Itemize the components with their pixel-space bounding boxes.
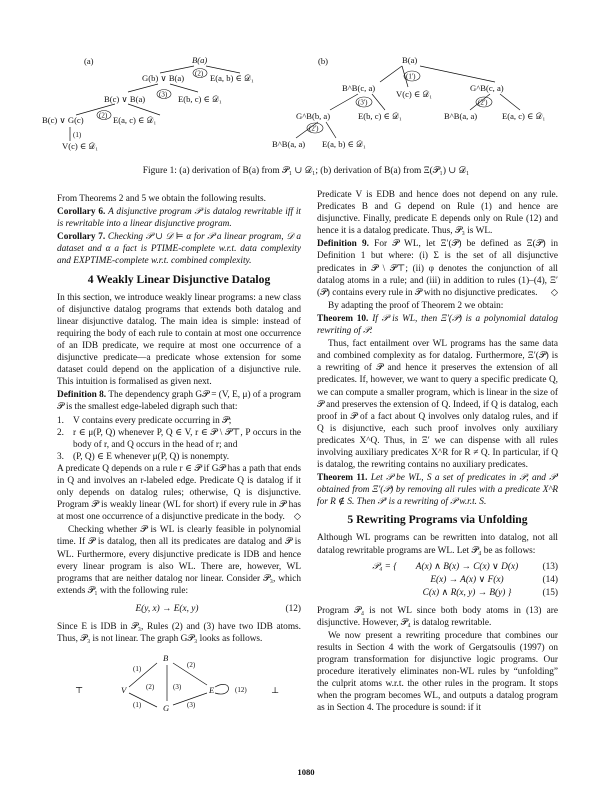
equation-number: (12) [285, 603, 301, 614]
node-b2: B^B(c, a) [342, 83, 376, 93]
item-text: r ∈ μ(P, Q) whenever P, Q ∈ V, r ∈ 𝒫 \ 𝒫⊤, P occurs in the body of r, and Q occurs in the head of r; and [73, 427, 301, 450]
node-a2: G(b) ∨ B(a) [142, 73, 185, 83]
edge-label: (3) [187, 701, 196, 710]
equation-row [317, 561, 558, 574]
list-item [57, 451, 301, 463]
list-item [57, 427, 301, 451]
paragraph: Thus, fact entailment over WL programs has the same data and combined complexity as for datalog. Furthermore, Ξ′(𝒫) is a rewriting of 𝒫 and hence it preserves the extension of all predicates. If, however, we want to query a specific predicate Q, we can compute a smaller program, which is linear in the size of 𝒫 and preserves the extension of Q. Indeed, if Q is datalog, each proof in 𝒫 of a fact about Q involves only datalog rules, and if Q is disjunctive, each such proof involves only auxiliary predicates X^Q. Thus, in Ξ′ we can dispense with all rules involving auxiliary predicates X^R for R ≠ Q. In particular, if Q is datalog, the rewriting contains no auxiliary predicates. [317, 339, 558, 471]
node-a8: V(c) ∈ 𝒟₁ [62, 141, 99, 151]
label-a2: (3) [159, 90, 168, 99]
edge-label: (12) [235, 686, 247, 695]
label-a3: (2) [99, 111, 108, 120]
label-b3: (2') [309, 124, 319, 133]
node-a6: B(c) ∨ G(c) [42, 115, 84, 125]
definition-9 [317, 238, 558, 298]
definition-label: Definition 9. [317, 239, 369, 250]
edge-label: (1) [133, 665, 142, 674]
definition-text: For 𝒫 WL, let Ξ′(𝒫) be defined as Ξ(𝒫) in Definition 1 but where: (i) Σ is the set of all disjunctive predicates in 𝒫 \ 𝒫⊤; (ii) φ denotes the conjunction of all datalog atoms in a rule; and (iii) in addition to rules (1)–(4), Ξ′(𝒫) contains every rule in 𝒫 with no disjunctive predicates. [317, 239, 558, 298]
end-of-definition-mark: ◇ [550, 287, 558, 298]
panel-a-label: (a) [84, 56, 94, 66]
list-item [57, 415, 301, 427]
node-a7: E(a, c) ∈ 𝒟₁ [113, 115, 157, 125]
edge-label: (2) [146, 683, 155, 692]
node-b: B [163, 653, 169, 664]
node-b1: B(a) [402, 55, 418, 65]
node-a5: E(b, c) ∈ 𝒟₁ [178, 94, 222, 104]
theorem-label: Theorem 11. [317, 473, 368, 484]
equation-number: (13) [542, 562, 558, 573]
item-number: 1. [57, 415, 64, 426]
corollary-label: Corollary 7. [57, 232, 106, 243]
equation-number: (15) [542, 588, 558, 599]
end-of-definition-mark: ◇ [293, 512, 301, 523]
theorem-text: Let 𝒫 be WL, S a set of predicates in 𝒫, and 𝒫′ obtained from Ξ′(𝒫) by removing all rules with a predicate X^R for R ∉ S. Then 𝒫′ is a rewriting of 𝒫 w.r.t. S. [317, 473, 558, 508]
theorem-text: If 𝒫 is WL, then Ξ′(𝒫) is a polynomial datalog rewriting of 𝒫. [317, 313, 559, 337]
node-b5: G^B(b, a) [296, 111, 331, 121]
item-text: V contains every predicate occurring in 𝒫; [73, 415, 232, 426]
node-b9: B^B(a, a) [272, 139, 306, 149]
node-b3: V(c) ∈ 𝒟₁ [396, 89, 433, 99]
equation-row [317, 574, 558, 587]
figure-caption: Figure 1: (a) derivation of B(a) from 𝒫₁ ∪ 𝒟₁; (b) derivation of B(a) from Ξ(𝒫₁) ∪ 𝒟₁ [142, 166, 470, 176]
corollary-text: Checking 𝒫 ∪ 𝒟 ⊨ α for 𝒫 a linear program, 𝒟 a dataset and α a fact is PTIME-complete w.r.t. data complexity and EXPTIME-complete w.r.t. combined complexity. [57, 232, 301, 267]
paragraph: In this section, we introduce weakly linear programs: a new class of disjunctive datalog programs that extends both datalog and linear disjunctive datalog. The main idea is simple: instead of requiring the body of each rule to contain at most one occurrence of an IDB predicate, we require at most one occurrence of a disjunctive predicate—a predicate whose extension for some dataset could depend on the application of a disjunctive rule. This intuition is formalised as given next. [57, 292, 301, 388]
paragraph: By adapting the proof of Theorem 2 we obtain: [328, 300, 504, 311]
equation-body: A(x) ∧ B(x) → C(x) ∨ D(x) [415, 562, 519, 573]
paragraph: Since E is IDB in 𝒫₃, Rules (2) and (3) have two IDB atoms. Thus, 𝒫₃ is not linear. The graph G𝒫₃ looks as follows. [57, 622, 301, 645]
label-a4: (1) [73, 131, 82, 139]
corollary-7 [57, 231, 301, 267]
node-bottom: ⊥ [271, 685, 280, 696]
label-b1: (1') [406, 72, 416, 81]
theorem-10 [317, 313, 558, 337]
left-column [57, 193, 301, 713]
node-g: G [163, 703, 170, 712]
node-a3: E(a, b) ∈ 𝒟₁ [210, 73, 254, 83]
paragraph-text: A predicate Q depends on a rule r ∈ 𝒫 if G𝒫 has a path that ends in Q and involves an r-labeled edge. Predicate Q is datalog if it only depends on datalog rules; otherwise, Q is disjunctive. Program 𝒫 is weakly linear (WL for short) if every rule in 𝒫 has at most one occurrence of a disjunctive predicate in the body. [57, 463, 301, 523]
item-number: 2. [57, 427, 64, 438]
paragraph: Program 𝒫₄ is not WL since both body atoms in (13) are disjunctive. However, 𝒫₄ is datalog rewritable. [317, 605, 558, 628]
paragraph: Predicate V is EDB and hence does not depend on any rule. Predicates B and G depend on Rule (1) and hence are disjunctive. Finally, predicate E depends only on Rule (12) and hence it is a datalog predicate. Thus, 𝒫₃ is WL. [317, 190, 558, 237]
node-e: E [209, 685, 215, 696]
equation-number: (14) [542, 575, 558, 586]
equation-body: E(y, x) → E(x, y) [135, 603, 199, 614]
node-b4: G^B(c, a) [470, 83, 504, 93]
section-heading-4: 4 Weakly Linear Disjunctive Datalog [87, 272, 271, 286]
page-number: 1080 [297, 767, 315, 777]
node-b10: E(a, b) ∈ 𝒟₁ [322, 139, 366, 149]
item-text: (P, Q) ∈ E whenever μ(P, Q) is nonempty. [73, 451, 230, 462]
node-a4: B(c) ∨ B(a) [104, 94, 146, 104]
paragraph [57, 463, 301, 523]
item-number: 3. [57, 451, 64, 462]
node-v: V [121, 685, 127, 696]
dependency-graph [57, 649, 301, 711]
edge-label: (1) [133, 701, 142, 710]
edge-label: (3) [173, 683, 182, 692]
definition-8 [57, 389, 301, 413]
edge-label: (2) [187, 661, 196, 670]
label-b2: (3') [358, 98, 368, 107]
program-p4 [317, 561, 558, 600]
node-b6: E(b, c) ∈ 𝒟₁ [358, 111, 402, 121]
equation-body: C(x) ∧ R(x, y) → B(y) } [422, 588, 512, 599]
equation-lhs: 𝒫₄ = { [372, 562, 397, 573]
theorem-label: Theorem 10. [317, 313, 369, 324]
corollary-label: Corollary 6. [57, 207, 106, 218]
right-column [317, 189, 558, 715]
label-a1: (2) [195, 69, 204, 78]
node-b8: E(a, c) ∈ 𝒟₁ [502, 111, 546, 121]
equation-12 [57, 603, 301, 615]
node-top: ⊤ [75, 685, 84, 696]
node-a1: B(a) [192, 55, 208, 65]
theorem-11 [317, 472, 558, 508]
paragraph: From Theorems 2 and 5 we obtain the following results. [57, 194, 266, 204]
equation-body: E(x) → A(x) ∨ F(x) [430, 575, 504, 586]
node-b7: B^B(a, a) [444, 111, 478, 121]
paragraph: We now present a rewriting procedure that combines our results in Section 4 with the work of Gergatsoulis (1997) on program transformation for disjunctive logic programs. Our procedure iteratively eliminates non-WL rules by “unfolding” the culprit atoms w.r.t. the other rules in the program. It stops when the program becomes WL, and outputs a datalog program as in Section 4. The procedure is sound: if it [317, 630, 558, 714]
section-heading-5: 5 Rewriting Programs via Unfolding [347, 513, 528, 527]
corollary-text: A disjunctive program 𝒫 is datalog rewritable iff it is rewritable into a linear disjunctive program. [57, 207, 302, 230]
corollary-6 [57, 206, 301, 230]
label-b4: (2') [478, 98, 488, 107]
paragraph: Although WL programs can be rewritten into datalog, not all datalog rewritable programs are WL. Let 𝒫₄ be as follows: [317, 533, 558, 556]
definition-label: Definition 8. [57, 390, 107, 401]
paragraph: Checking whether 𝒫 is WL is clearly feasible in polynomial time. If 𝒫 is datalog, then all its predicates are datalog and 𝒫 is WL. Furthermore, every disjunctive predicate is IDB and hence every linear program is also WL. There are, however, WL programs that are neither datalog nor linear. Consider 𝒫₃, which extends 𝒫₁ with the following rule: [57, 525, 301, 596]
panel-b-label: (b) [318, 56, 329, 66]
dependency-graph-svg [57, 649, 301, 711]
definition-text: The dependency graph G𝒫 = (V, E, μ) of a program 𝒫 is the smallest edge-labeled digraph such that: [57, 390, 301, 413]
equation-row [317, 587, 558, 600]
